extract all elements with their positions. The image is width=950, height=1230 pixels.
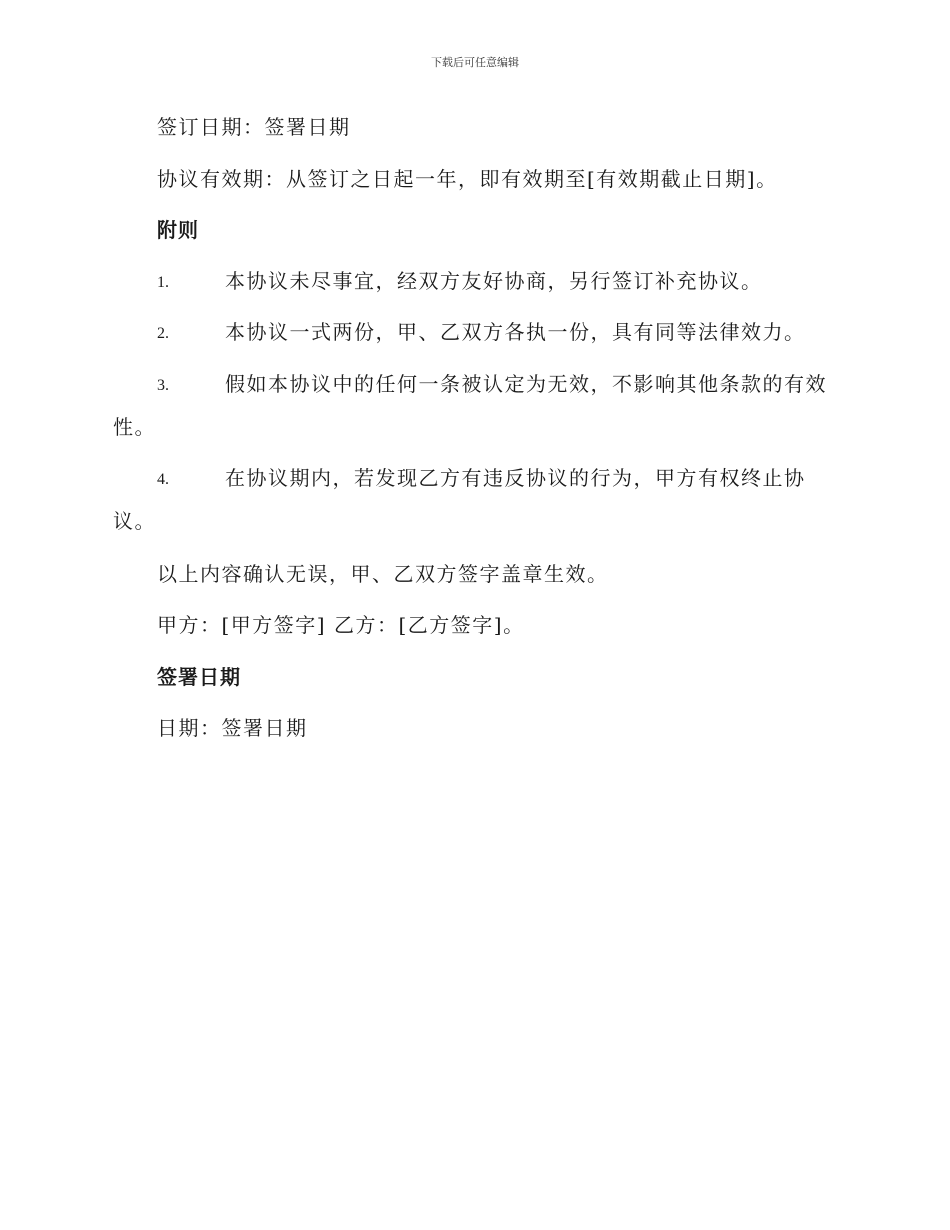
- item-continuation: 议。: [113, 509, 156, 533]
- sign-date-line: 签订日期：签署日期: [157, 115, 351, 139]
- item-number: 4.: [157, 471, 169, 488]
- signing-heading: 签署日期: [157, 665, 241, 689]
- confirm-line: 以上内容确认无误，甲、乙双方签字盖章生效。: [157, 562, 609, 586]
- date-line: 日期：签署日期: [157, 716, 308, 740]
- item-continuation: 性。: [113, 415, 156, 439]
- appendix-heading: 附则: [157, 218, 199, 242]
- item-number: 2.: [157, 325, 169, 342]
- item-text: 本协议一式两份，甲、乙双方各执一份，具有同等法律效力。: [225, 320, 806, 344]
- signatures-line: 甲方：[甲方签字] 乙方：[乙方签字]。: [157, 613, 525, 637]
- item-text: 本协议未尽事宜，经双方友好协商，另行签订补充协议。: [225, 269, 763, 293]
- item-number: 1.: [157, 274, 169, 291]
- item-number: 3.: [157, 377, 169, 394]
- item-text: 假如本协议中的任何一条被认定为无效，不影响其他条款的有效: [225, 372, 827, 396]
- validity-line: 协议有效期：从签订之日起一年，即有效期至[有效期截止日期]。: [157, 167, 778, 191]
- page-header: 下载后可任意编辑: [431, 56, 519, 69]
- item-text: 在协议期内，若发现乙方有违反协议的行为，甲方有权终止协: [225, 466, 806, 490]
